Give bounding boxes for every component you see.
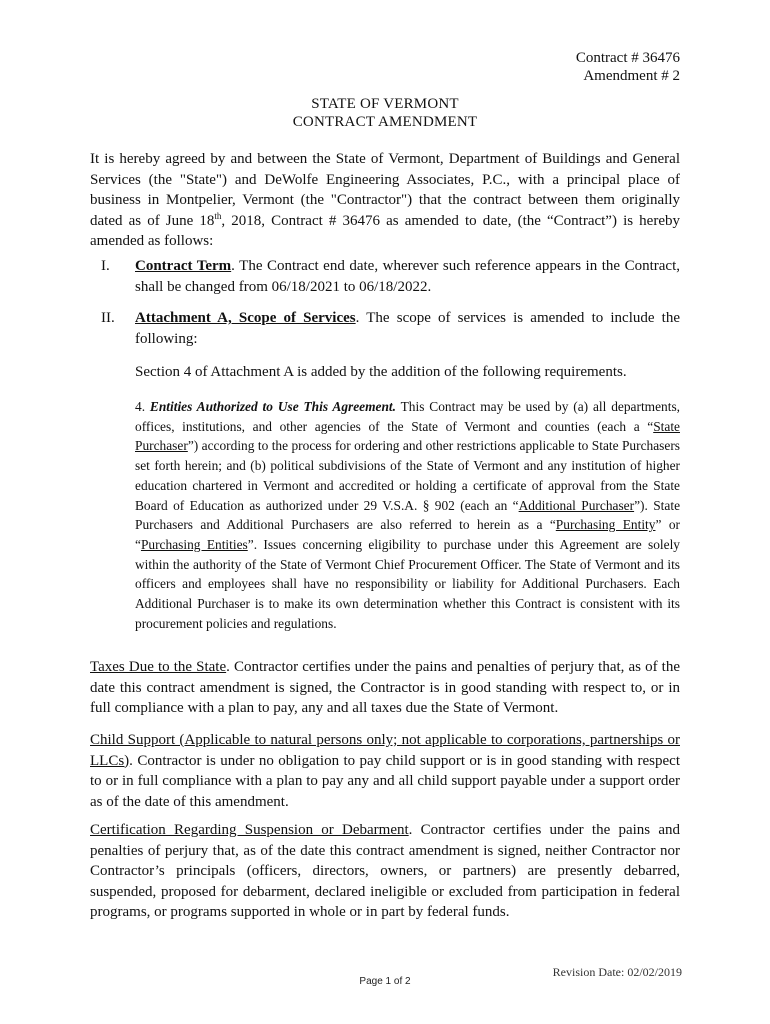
- section-1-paragraph: Contract Term. The Contract end date, wherever such reference appears in the Contract, shall be changed from 06/18/2021 to 06/18/2022.: [135, 258, 680, 295]
- entities-heading: Entities Authorized to Use This Agreement.: [149, 399, 397, 414]
- section-2-heading: Attachment A, Scope of Services: [135, 310, 356, 326]
- page-number: Page 1 of 2: [359, 976, 411, 987]
- section-1-number: I.: [101, 258, 110, 274]
- child-support-paragraph: Child Support (Applicable to natural persons only; not applicable to corporations, partnerships or LLCs). Contractor is under no obligation to pay child support or is in good standing with respect to or in full compliance with a plan to pay any and all child support payable under a support order as of the date of this amendment.: [90, 732, 680, 810]
- revision-date: Revision Date: 02/02/2019: [552, 965, 682, 979]
- title-amendment: CONTRACT AMENDMENT: [292, 114, 478, 130]
- taxes-paragraph: Taxes Due to the State. Contractor certifies under the pains and penalties of perjury that, as of the date this contract amendment is signed, the Contractor is in good standing with respect to, or in full compliance with a plan to pay, any and all taxes due the State of Vermont.: [90, 659, 680, 716]
- section-2-paragraph: Attachment A, Scope of Services. The scope of services is amended to include the following:: [135, 310, 681, 347]
- entities-paragraph: 4. Entities Authorized to Use This Agreement. This Contract may be used by (a) all departments, offices, institutions, and other agencies of the State of Vermont and counties (each a “State Purchaser”) according to the process for ordering and other restrictions applicable to State Purchasers set forth herein; and (b) political subdivisions of the State of Vermont and any institution of higher education chartered in Vermont and accredited or holding a certificate of approval from the State Board of Education as authorized under 29 V.S.A. § 902 (each an “Additional Purchaser”). State Purchasers and Additional Purchasers are also referred to herein as a “Purchasing Entity” or “Purchasing Entities”. Issues concerning eligibility to purchase under this Agreement are solely within the authority of the State of Vermont Chief Procurement Officer. The State of Vermont and its officers and employees shall have no responsibility or liability for Additional Purchasers. Each Additional Purchaser is to make its own determination whether this Contract is consistent with its procurement policies and regulations.: [135, 399, 681, 631]
- contract-number: Contract # 36476: [575, 50, 680, 66]
- intro-paragraph: It is hereby agreed by and between the State of Vermont, Department of Buildings and General Services (the "State") and DeWolfe Engineering Associates, P.C., with a principal place of business in Montpelier, Vermont (the "Contractor") that the contract between them originally dated as of June 18th, 2018, Contract # 36476 as amended to date, (the “Contract”) is hereby amended as follows:: [90, 151, 680, 249]
- debarment-paragraph: Certification Regarding Suspension or Debarment. Contractor certifies under the pains and penalties of perjury that, as of the date this contract amendment is signed, neither Contractor nor Contractor’s principals (officers, directors, owners, or partners) are presently debarred, suspended, proposed for debarment, declared ineligible or excluded from participation in federal programs, or programs supported in whole or in part by federal funds.: [90, 822, 680, 920]
- child-support-heading: Child Support (Applicable to natural persons only; not applicable to corporations, partnerships or LLCs): [90, 732, 680, 769]
- section-2-subtext: Section 4 of Attachment A is added by the addition of the following requirements.: [135, 364, 627, 380]
- amendment-number: Amendment # 2: [583, 68, 680, 84]
- ordinal-suffix: th: [214, 210, 222, 221]
- taxes-heading: Taxes Due to the State: [90, 659, 227, 675]
- contract-header: [576, 49, 680, 85]
- section-1-heading: Contract Term: [135, 258, 232, 274]
- section-2-number: II.: [101, 310, 115, 326]
- title-state: STATE OF VERMONT: [311, 96, 459, 112]
- debarment-heading: Certification Regarding Suspension or Debarment: [90, 822, 409, 838]
